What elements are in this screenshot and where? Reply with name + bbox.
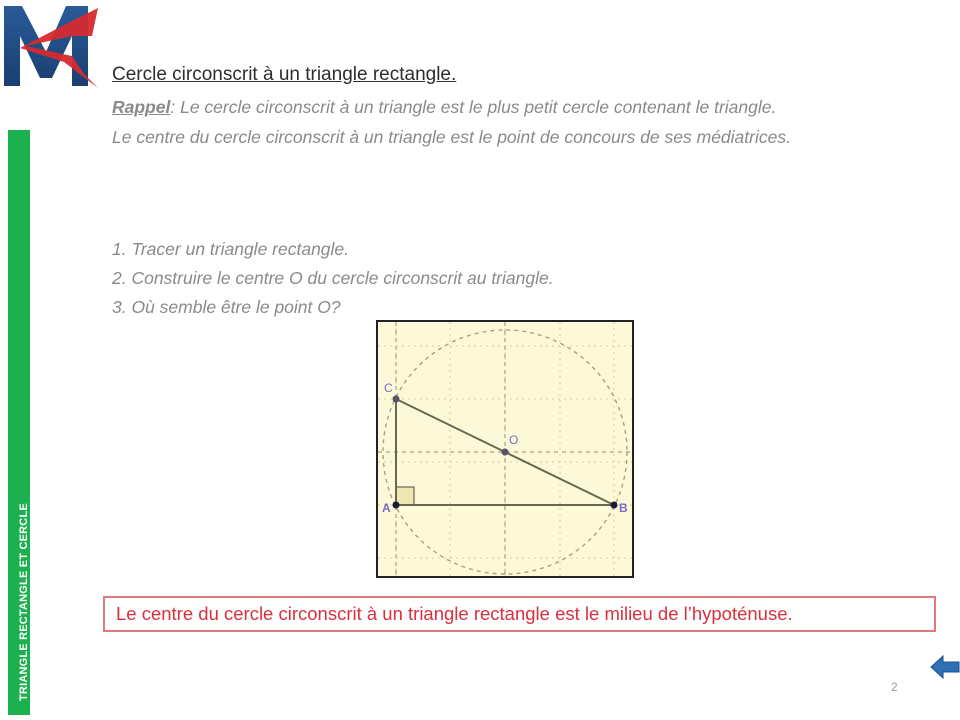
m-logo-icon (2, 2, 102, 92)
back-button[interactable] (930, 654, 960, 680)
rappel-line-1 (112, 92, 872, 122)
page-number: 2 (891, 680, 898, 694)
side-bar-label: TRIANGLE RECTANGLE ET CERCLE (18, 503, 30, 701)
geometry-diagram (376, 320, 634, 578)
side-bar (8, 130, 30, 715)
point-a-label: A (382, 501, 391, 515)
point-b-label: B (619, 501, 628, 515)
rappel-block (112, 92, 872, 152)
step-3: 3. Où semble être le point O? (112, 297, 341, 317)
logo (2, 2, 102, 92)
step-2: 2. Construire le centre O du cercle circonscrit au triangle. (112, 268, 554, 288)
point-o-label: O (509, 433, 519, 447)
rappel-label: Rappel (112, 97, 171, 117)
left-arrow-icon (930, 654, 960, 680)
rappel-line-2: Le centre du cercle circonscrit à un triangle est le point de concours de ses médiatrices. (112, 127, 791, 147)
point-c-label: C (384, 381, 393, 395)
step-1: 1. Tracer un triangle rectangle. (112, 239, 350, 259)
triangle-circle-figure (378, 322, 632, 576)
conclusion-box: Le centre du cercle circonscrit à un triangle rectangle est le milieu de l’hypoténuse. (103, 596, 936, 632)
page-title: Cercle circonscrit à un triangle rectangle. (112, 64, 457, 85)
rappel-text: : Le cercle circonscrit à un triangle est le plus petit cercle contenant le triangle. (170, 97, 777, 117)
steps-list (112, 235, 812, 322)
